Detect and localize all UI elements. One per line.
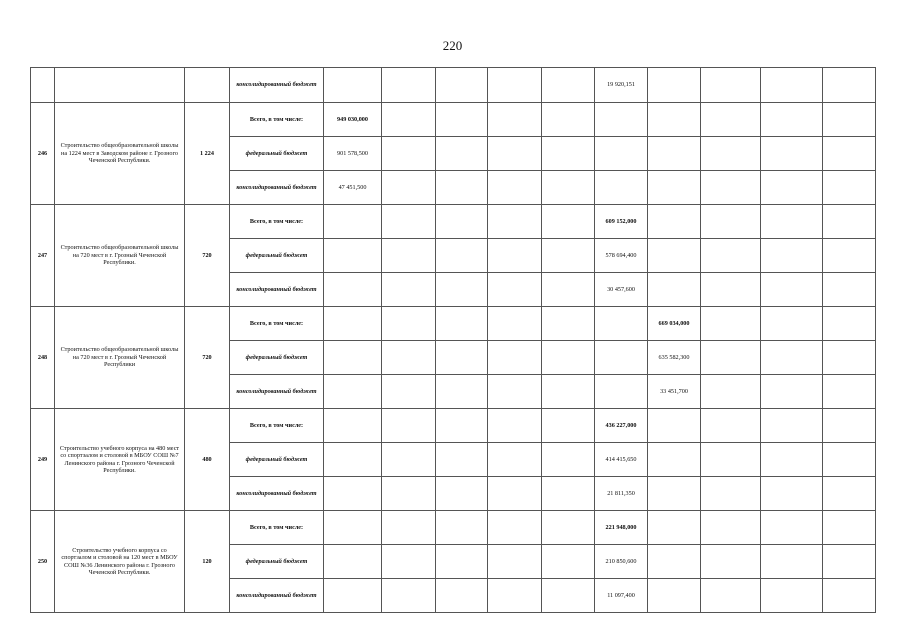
value-cell: [648, 579, 701, 613]
value-cell: [382, 477, 436, 511]
value-cell: [436, 579, 488, 613]
value-cell: [595, 103, 648, 137]
value-cell: [823, 341, 876, 375]
value-cell: [324, 443, 382, 477]
value-cell: 578 694,400: [595, 239, 648, 273]
value-cell: [488, 205, 542, 239]
value-cell: [823, 443, 876, 477]
value-cell: [542, 375, 595, 409]
value-cell: [823, 273, 876, 307]
object-name-cell: Строительство учебного корпуса на 480 мест со спортзалом и столовой в МБОУ СОШ №7 Ленинского района г. Грозного Чеченской Республики.: [55, 409, 185, 511]
value-cell: [324, 68, 382, 103]
value-cell: [542, 409, 595, 443]
value-cell: [595, 375, 648, 409]
value-cell: 210 850,600: [595, 545, 648, 579]
value-cell: [648, 137, 701, 171]
value-cell: [701, 103, 761, 137]
row-number-cell: 247: [31, 205, 55, 307]
value-cell: [701, 409, 761, 443]
value-cell: [436, 443, 488, 477]
value-cell: 414 415,650: [595, 443, 648, 477]
value-cell: 221 948,000: [595, 511, 648, 545]
row-number-cell: 246: [31, 103, 55, 205]
value-cell: [701, 205, 761, 239]
value-cell: [382, 205, 436, 239]
value-cell: [488, 273, 542, 307]
value-cell: [488, 545, 542, 579]
table-row: [31, 68, 876, 103]
value-cell: [761, 341, 823, 375]
table-row: [31, 205, 876, 239]
value-cell: 609 152,000: [595, 205, 648, 239]
value-cell: [823, 205, 876, 239]
value-cell: [823, 409, 876, 443]
object-name-cell: [55, 68, 185, 103]
value-cell: [542, 171, 595, 205]
funding-source-cell: консолидированный бюджет: [230, 68, 324, 103]
value-cell: [761, 409, 823, 443]
value-cell: [761, 239, 823, 273]
table-row: [31, 511, 876, 545]
value-cell: [488, 443, 542, 477]
value-cell: [436, 511, 488, 545]
value-cell: [823, 477, 876, 511]
value-cell: [382, 103, 436, 137]
value-cell: [324, 477, 382, 511]
value-cell: [595, 171, 648, 205]
value-cell: [542, 477, 595, 511]
value-cell: [648, 103, 701, 137]
funding-source-cell: консолидированный бюджет: [230, 579, 324, 613]
funding-source-cell: консолидированный бюджет: [230, 171, 324, 205]
funding-source-cell: Всего, в том числе:: [230, 409, 324, 443]
value-cell: 33 451,700: [648, 375, 701, 409]
value-cell: [761, 205, 823, 239]
value-cell: [701, 239, 761, 273]
funding-source-cell: консолидированный бюджет: [230, 375, 324, 409]
value-cell: [382, 511, 436, 545]
value-cell: [324, 307, 382, 341]
object-name-cell: Строительство учебного корпуса со спортзалом и столовой на 120 мест в МБОУ СОШ №36 Ленинского района г. Грозного Чеченской Республики.: [55, 511, 185, 613]
value-cell: [823, 137, 876, 171]
value-cell: [761, 171, 823, 205]
value-cell: [761, 579, 823, 613]
object-name-cell: Строительство общеобразовательной школы на 720 мест в г. Грозный Чеченской Республики.: [55, 205, 185, 307]
funding-source-cell: Всего, в том числе:: [230, 511, 324, 545]
value-cell: 949 030,000: [324, 103, 382, 137]
funding-source-cell: федеральный бюджет: [230, 545, 324, 579]
object-name-cell: Строительство общеобразовательной школы на 720 мест в г. Грозный Чеченской Республики: [55, 307, 185, 409]
funding-source-cell: Всего, в том числе:: [230, 307, 324, 341]
value-cell: [382, 171, 436, 205]
value-cell: [823, 103, 876, 137]
value-cell: [648, 171, 701, 205]
value-cell: [823, 307, 876, 341]
value-cell: [488, 579, 542, 613]
value-cell: [761, 137, 823, 171]
value-cell: [488, 103, 542, 137]
value-cell: [648, 409, 701, 443]
capacity-cell: 120: [185, 511, 230, 613]
table-row: [31, 409, 876, 443]
value-cell: [542, 511, 595, 545]
value-cell: [488, 477, 542, 511]
value-cell: [542, 545, 595, 579]
value-cell: [488, 341, 542, 375]
funding-source-cell: федеральный бюджет: [230, 239, 324, 273]
value-cell: [488, 137, 542, 171]
value-cell: [488, 307, 542, 341]
value-cell: [823, 239, 876, 273]
value-cell: [542, 341, 595, 375]
value-cell: [436, 545, 488, 579]
value-cell: [701, 341, 761, 375]
value-cell: [595, 341, 648, 375]
value-cell: [648, 511, 701, 545]
value-cell: [488, 239, 542, 273]
value-cell: [823, 375, 876, 409]
value-cell: [542, 239, 595, 273]
value-cell: [436, 68, 488, 103]
value-cell: [382, 137, 436, 171]
value-cell: [324, 375, 382, 409]
value-cell: 635 582,300: [648, 341, 701, 375]
value-cell: [324, 511, 382, 545]
value-cell: [382, 68, 436, 103]
value-cell: [324, 579, 382, 613]
capacity-cell: 480: [185, 409, 230, 511]
funding-source-cell: федеральный бюджет: [230, 443, 324, 477]
value-cell: [488, 171, 542, 205]
value-cell: [488, 409, 542, 443]
value-cell: [542, 68, 595, 103]
value-cell: [823, 171, 876, 205]
value-cell: [648, 477, 701, 511]
value-cell: [436, 239, 488, 273]
value-cell: 11 097,400: [595, 579, 648, 613]
value-cell: [701, 545, 761, 579]
value-cell: [701, 579, 761, 613]
value-cell: [542, 307, 595, 341]
value-cell: [436, 137, 488, 171]
value-cell: [823, 545, 876, 579]
value-cell: [382, 307, 436, 341]
funding-source-cell: Всего, в том числе:: [230, 103, 324, 137]
funding-source-cell: консолидированный бюджет: [230, 477, 324, 511]
value-cell: [701, 443, 761, 477]
value-cell: [382, 545, 436, 579]
value-cell: 21 811,350: [595, 477, 648, 511]
value-cell: [382, 273, 436, 307]
capacity-cell: [185, 68, 230, 103]
row-number-cell: 249: [31, 409, 55, 511]
value-cell: [761, 443, 823, 477]
value-cell: 901 578,500: [324, 137, 382, 171]
value-cell: [488, 511, 542, 545]
value-cell: [595, 137, 648, 171]
value-cell: [648, 68, 701, 103]
value-cell: [542, 137, 595, 171]
value-cell: [542, 443, 595, 477]
value-cell: [436, 375, 488, 409]
value-cell: [436, 103, 488, 137]
value-cell: [648, 545, 701, 579]
page-number: 220: [442, 38, 463, 53]
table-row: [31, 307, 876, 341]
value-cell: [701, 68, 761, 103]
value-cell: [382, 239, 436, 273]
value-cell: [382, 341, 436, 375]
value-cell: [324, 273, 382, 307]
funding-source-cell: консолидированный бюджет: [230, 273, 324, 307]
capacity-cell: 720: [185, 205, 230, 307]
row-number-cell: 250: [31, 511, 55, 613]
value-cell: [761, 103, 823, 137]
value-cell: [701, 171, 761, 205]
value-cell: [382, 579, 436, 613]
funding-source-cell: Всего, в том числе:: [230, 205, 324, 239]
row-number-cell: 248: [31, 307, 55, 409]
value-cell: [761, 477, 823, 511]
value-cell: [701, 511, 761, 545]
value-cell: [595, 307, 648, 341]
capacity-cell: 720: [185, 307, 230, 409]
value-cell: [761, 273, 823, 307]
value-cell: 30 457,600: [595, 273, 648, 307]
budget-table: [30, 67, 876, 613]
value-cell: [761, 68, 823, 103]
capacity-cell: 1 224: [185, 103, 230, 205]
value-cell: [542, 205, 595, 239]
value-cell: [823, 68, 876, 103]
row-number-cell: [31, 68, 55, 103]
value-cell: [382, 409, 436, 443]
object-name-cell: Строительство общеобразовательной школы на 1224 мест в Заводском районе г. Грозного Чеченской Республики.: [55, 103, 185, 205]
value-cell: [701, 375, 761, 409]
value-cell: [436, 205, 488, 239]
value-cell: [761, 511, 823, 545]
value-cell: [761, 375, 823, 409]
value-cell: [701, 477, 761, 511]
value-cell: [324, 205, 382, 239]
value-cell: [823, 579, 876, 613]
value-cell: [324, 409, 382, 443]
value-cell: [436, 171, 488, 205]
value-cell: [542, 579, 595, 613]
funding-source-cell: федеральный бюджет: [230, 137, 324, 171]
value-cell: [324, 239, 382, 273]
value-cell: 47 451,500: [324, 171, 382, 205]
value-cell: [761, 545, 823, 579]
value-cell: [761, 307, 823, 341]
value-cell: [701, 307, 761, 341]
value-cell: [382, 375, 436, 409]
value-cell: [488, 375, 542, 409]
value-cell: 436 227,000: [595, 409, 648, 443]
value-cell: [648, 273, 701, 307]
value-cell: [324, 545, 382, 579]
value-cell: [701, 137, 761, 171]
value-cell: [436, 341, 488, 375]
value-cell: 19 920,151: [595, 68, 648, 103]
value-cell: 669 034,000: [648, 307, 701, 341]
value-cell: [488, 68, 542, 103]
value-cell: [382, 443, 436, 477]
value-cell: [324, 341, 382, 375]
value-cell: [436, 307, 488, 341]
value-cell: [648, 239, 701, 273]
table-row: [31, 103, 876, 137]
value-cell: [823, 511, 876, 545]
value-cell: [436, 477, 488, 511]
value-cell: [436, 409, 488, 443]
value-cell: [542, 273, 595, 307]
value-cell: [701, 273, 761, 307]
value-cell: [648, 443, 701, 477]
value-cell: [648, 205, 701, 239]
value-cell: [436, 273, 488, 307]
funding-source-cell: федеральный бюджет: [230, 341, 324, 375]
value-cell: [542, 103, 595, 137]
